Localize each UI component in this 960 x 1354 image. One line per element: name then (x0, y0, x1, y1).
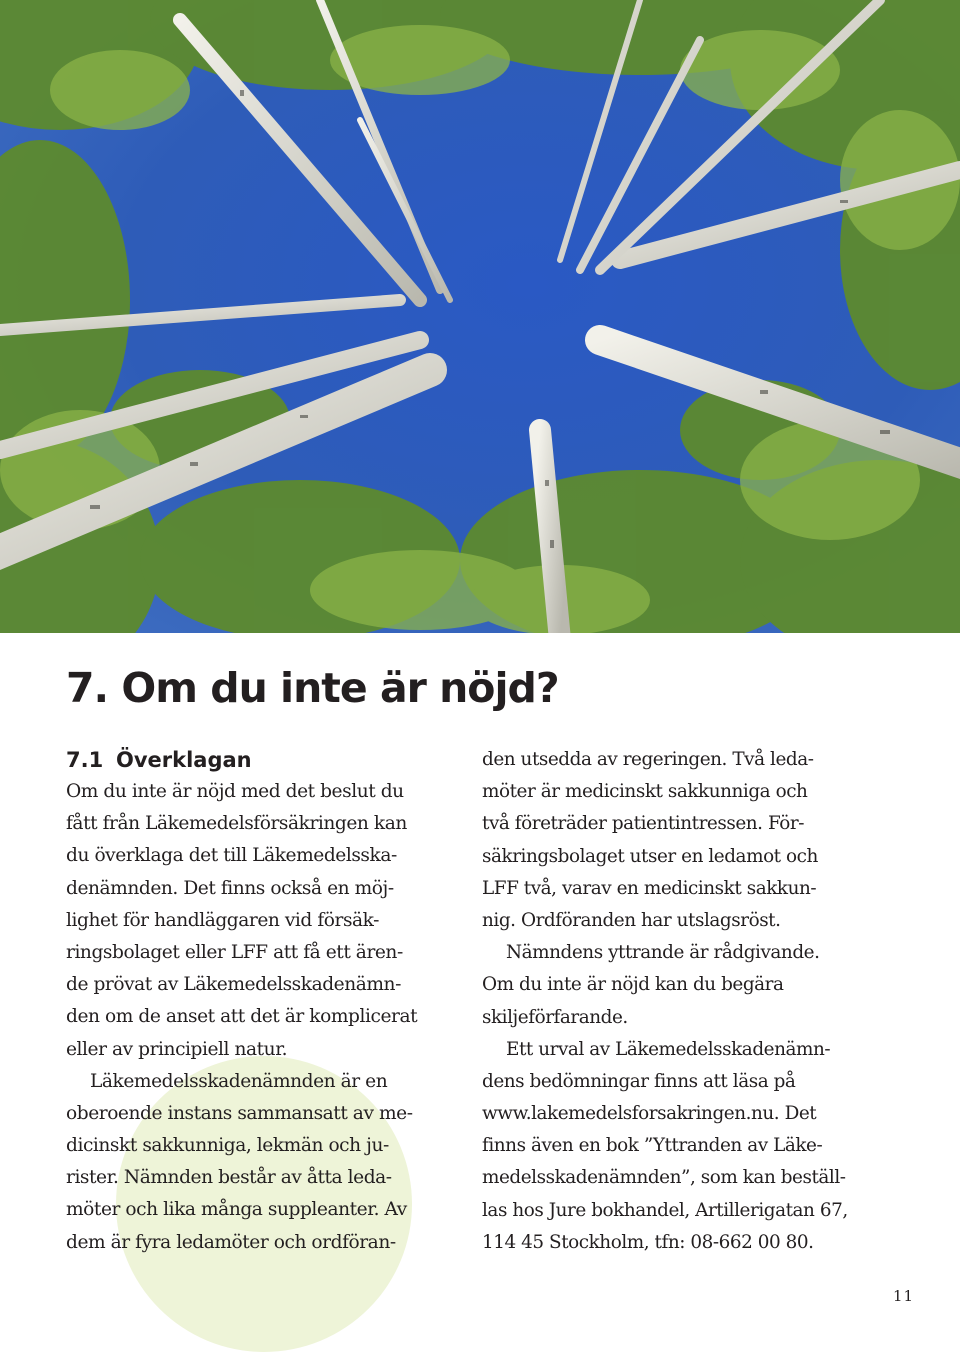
text-line: las hos Jure bokhandel, Artillerigatan 67, (482, 1199, 848, 1221)
text-line: denämnden. Det finns också en möj- (66, 877, 394, 899)
left-text-column (66, 744, 466, 1259)
text-line: Läkemedelsskadenämnden är en (90, 1070, 388, 1092)
text-line: två företräder patientintressen. För- (482, 813, 804, 835)
text-line: finns även en bok ”Yttranden av Läke- (482, 1135, 823, 1157)
text-line: Om du inte är nöjd med det beslut du (66, 781, 404, 802)
text-line: lighet för handläggaren vid försäk- (66, 909, 379, 931)
text-line: oberoende instans sammansatt av me- (66, 1102, 413, 1124)
text-line: fått från Läkemedelsförsäkringen kan (66, 813, 407, 835)
text-line: dens bedömningar finns att läsa på (482, 1070, 796, 1092)
page-number: 11 (893, 1287, 915, 1305)
section-number: 7.1 (66, 748, 104, 772)
text-line: Om du inte är nöjd kan du begära (482, 974, 784, 996)
text-line: dem är fyra ledamöter och ordföran- (66, 1231, 396, 1253)
aspen-trees-photo (0, 0, 960, 633)
text-line: LFF två, varav en medicinskt sakkun- (482, 877, 817, 899)
text-line: rister. Nämnden består av åtta leda- (66, 1167, 392, 1189)
aspen-trees-illustration (0, 0, 960, 633)
chapter-title: 7. Om du inte är nöjd? (66, 664, 559, 712)
text-line: www.lakemedelsforsakringen.nu. Det (482, 1103, 817, 1125)
text-line: 114 45 Stockholm, tfn: 08-662 00 80. (482, 1231, 814, 1253)
text-line: den om de anset att det är komplicerat (66, 1006, 418, 1028)
text-line: de prövat av Läkemedelsskadenämn- (66, 974, 401, 996)
right-text-column (482, 744, 882, 1259)
text-line: Nämndens yttrande är rådgivande. (506, 942, 820, 964)
text-line: Ett urval av Läkemedelsskadenämn- (506, 1038, 831, 1060)
text-line: eller av principiell natur. (66, 1038, 288, 1060)
section-title: Överklagan (116, 748, 252, 772)
text-line: skiljeförfarande. (482, 1006, 628, 1028)
text-line: medelsskadenämnden”, som kan beställ- (482, 1167, 846, 1189)
text-line: dicinskt sakkunniga, lekmän och ju- (66, 1135, 389, 1157)
section-heading (66, 744, 466, 776)
text-line: möter och lika många suppleanter. Av (66, 1199, 407, 1221)
text-line: du överklaga det till Läkemedelsska- (66, 845, 397, 867)
text-line: möter är medicinskt sakkunniga och (482, 781, 808, 803)
text-line: ringsbolaget eller LFF att få ett ären- (66, 941, 403, 963)
text-line: säkringsbolaget utser en ledamot och (482, 845, 818, 867)
text-line: den utsedda av regeringen. Två leda- (482, 749, 814, 770)
text-line: nig. Ordföranden har utslagsröst. (482, 909, 781, 931)
